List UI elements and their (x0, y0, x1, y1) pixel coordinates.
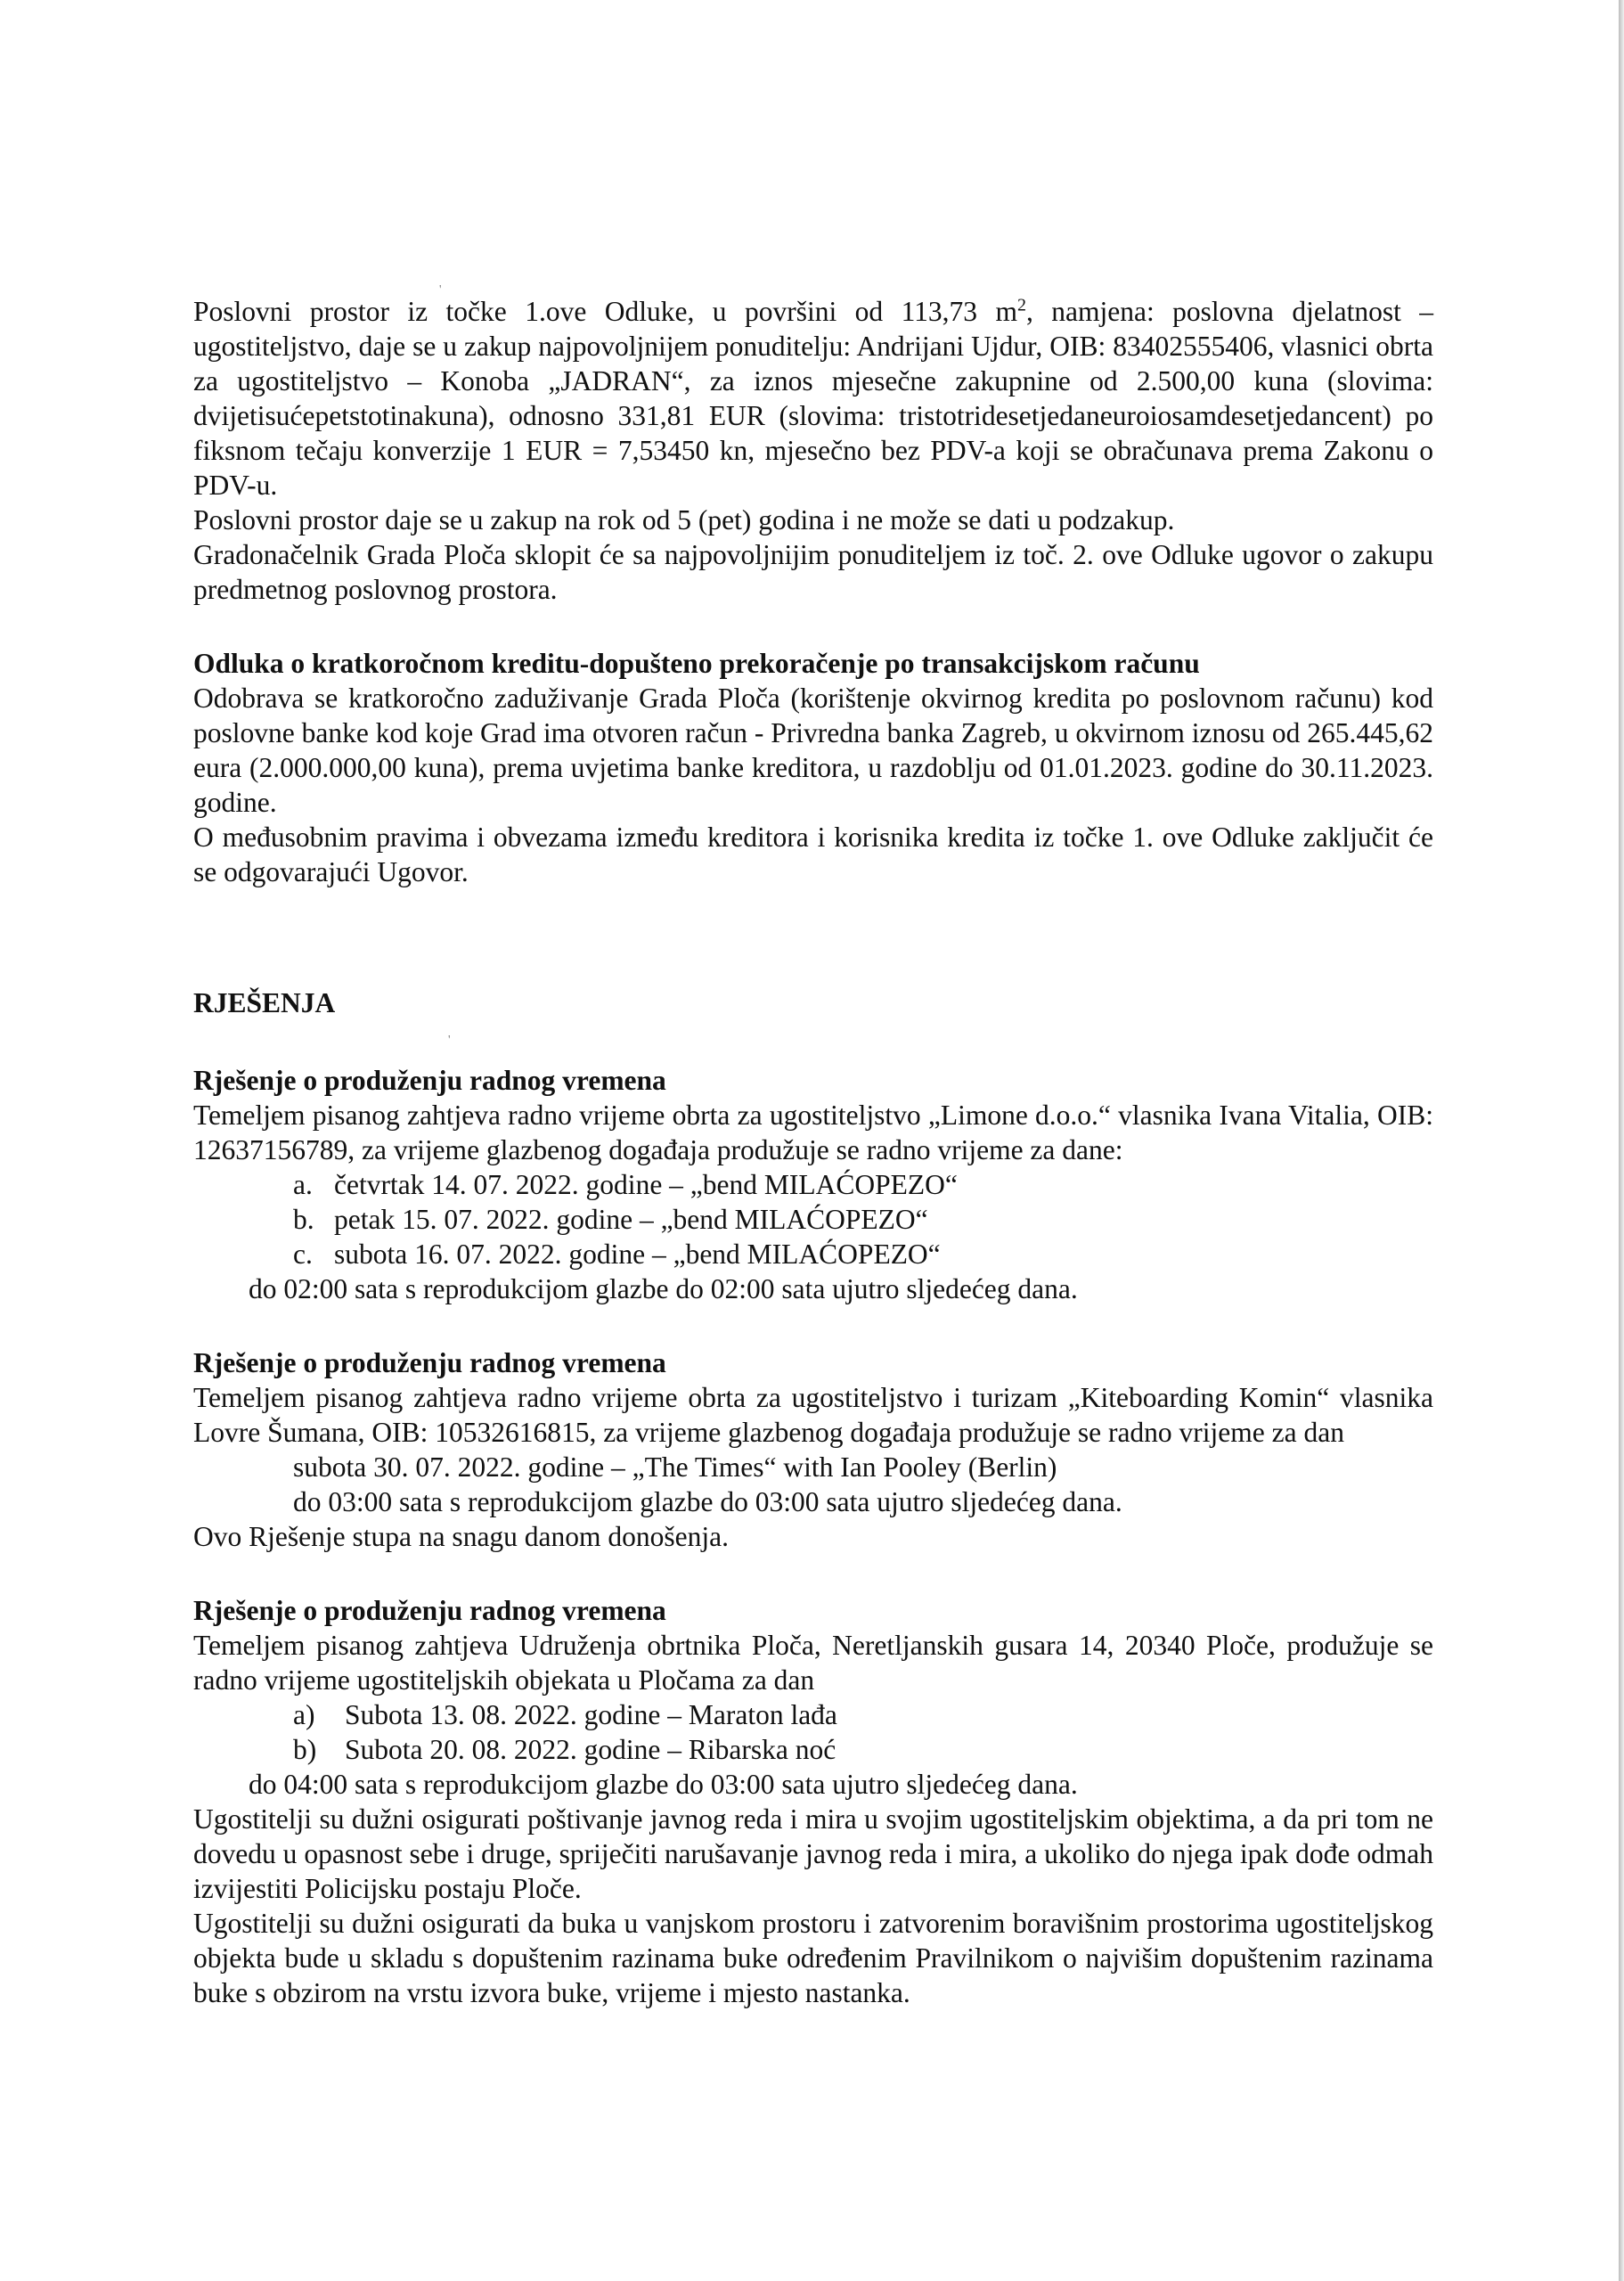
scan-edge (1619, 0, 1624, 2281)
list-item: c. subota 16. 07. 2022. godine – „bend MILAĆOPEZO“ (293, 1239, 941, 1270)
rjesenje-3-public-order: Ugostitelji su dužni osigurati poštivanje javnog reda i mira u svojim ugostiteljskim objektima, a da pri tom ne dovedu u opasnost sebe i druge, spriječiti narušavanje javnog reda i mira, a ukoliko do njega ipak dođe odmah izvijestiti Policijsku postaju Ploče. (193, 1803, 1433, 1904)
rjesenje-2-closing: Ovo Rješenje stupa na snagu danom donošenja. (193, 1521, 730, 1552)
kredit-paragraph: Odobrava se kratkoročno zaduživanje Grada Ploča (korištenje okvirnog kredita po poslovnom računu) kod poslovne banke kod koje Grad ima otvoren račun - Privredna banka Zagreb, u okvirnom iznosu od 265.445,62 eura (2.000.000,00 kuna), prema uvjetima banke kreditora, u razdoblju od 01.01.2023. godine do 30.11.2023. godine. (193, 683, 1433, 818)
rjesenje-1-heading: Rješenje o produženju radnog vremena (193, 1065, 666, 1096)
rjesenje-3-hours: do 04:00 sata s reprodukcijom glazbe do 03:00 sata ujutro sljedećeg dana. (249, 1769, 1078, 1800)
rjesenje-3-intro: Temeljem pisanog zahtjeva Udruženja obrtnika Ploča, Neretljanskih gusara 14, 20340 Ploče, produžuje se radno vrijeme ugostiteljskih objekata u Pločama za dan (193, 1630, 1433, 1696)
list-item: b) Subota 20. 08. 2022. godine – Ribarska noć (293, 1734, 836, 1765)
rjesenje-2-hours: do 03:00 sata s reprodukcijom glazbe do 03:00 sata ujutro sljedećeg dana. (293, 1486, 1122, 1517)
list-item: a) Subota 13. 08. 2022. godine – Maraton lađa (293, 1699, 837, 1730)
rjesenje-3-dates (193, 1697, 1433, 1767)
rjesenje-2-heading: Rješenje o produženju radnog vremena (193, 1347, 666, 1378)
kredit-contract-paragraph: O međusobnim pravima i obvezama između kreditora i korisnika kredita iz točke 1. ove Odluke zaključit će se odgovarajući Ugovor. (193, 822, 1433, 887)
scan-speck: ' (439, 283, 442, 297)
rjesenje-3-heading: Rješenje o produženju radnog vremena (193, 1595, 666, 1626)
rjesenje-3-noise: Ugostitelji su dužni osigurati da buka u vanjskom prostoru i zatvorenim boravišnim prostorima ugostiteljskog objekta bude u skladu s dopuštenim razinama buke određenim Pravilnikom o najvišim dopuštenim razinama buke s obzirom na vrstu izvora buke, vrijeme i mjesto nastanka. (193, 1908, 1433, 2008)
zakup-paragraph: Poslovni prostor iz točke 1.ove Odluke, u površini od 113,73 $m^2$, namjena: poslovna djelatnost – ugostiteljstvo, daje se u zakup najpovoljnijem ponuditelju: Andrijani Ujdur, OIB: 83402555406, vlasnici obrta za ugostiteljstvo – Konoba „JADRAN“, za iznos mjesečne zakupnine od 2.500,00 kuna (slovima: dvijetisućepetstotinakuna), odnosno 331,81 EUR (slovima: tristotridesetjedaneuroiosamdesetjedancent) po fiksnom tečaju konverzije 1 EUR = 7,53450 kn, mjesečno bez PDV-a koji se obračunava prema Zakonu o PDV-u. (193, 295, 1434, 501)
list-item: b. petak 15. 07. 2022. godine – „bend MILAĆOPEZO“ (293, 1204, 928, 1235)
scan-speck: ' (448, 1034, 451, 1047)
list-item: a. četvrtak 14. 07. 2022. godine – „bend MILAĆOPEZO“ (293, 1169, 958, 1200)
rjesenje-1-closing: do 02:00 sata s reprodukcijom glazbe do 02:00 sata ujutro sljedećeg dana. (249, 1273, 1078, 1304)
rjesenja-title: RJEŠENJA (193, 987, 336, 1018)
rjesenje-1-dates (193, 1167, 1433, 1271)
rjesenje-1-intro: Temeljem pisanog zahtjeva radno vrijeme obrta za ugostiteljstvo „Limone d.o.o.“ vlasnika Ivana Vitalia, OIB: 12637156789, za vrijeme glazbenog događaja produžuje se radno vrijeme za dane: (193, 1100, 1433, 1165)
zakup-contract-paragraph: Gradonačelnik Grada Ploča sklopit će sa najpovoljnijim ponuditeljem iz toč. 2. ove Odluke ugovor o zakupu predmetnog poslovnog prostora. (193, 539, 1433, 605)
kredit-heading: Odluka o kratkoročnom kreditu-dopušteno prekoračenje po transakcijskom računu (193, 648, 1200, 679)
rjesenje-2-intro: Temeljem pisanog zahtjeva radno vrijeme obrta za ugostiteljstvo i turizam „Kiteboarding Komin“ vlasnika Lovre Šumana, OIB: 10532616815, za vrijeme glazbenog događaja produžuje se radno vrijeme za dan (193, 1382, 1433, 1448)
document-body (193, 294, 1433, 2010)
zakup-term-paragraph: Poslovni prostor daje se u zakup na rok od 5 (pet) godina i ne može se dati u podzakup. (193, 504, 1175, 536)
rjesenje-2-date: subota 30. 07. 2022. godine – „The Times“ with Ian Pooley (Berlin) (293, 1451, 1057, 1483)
